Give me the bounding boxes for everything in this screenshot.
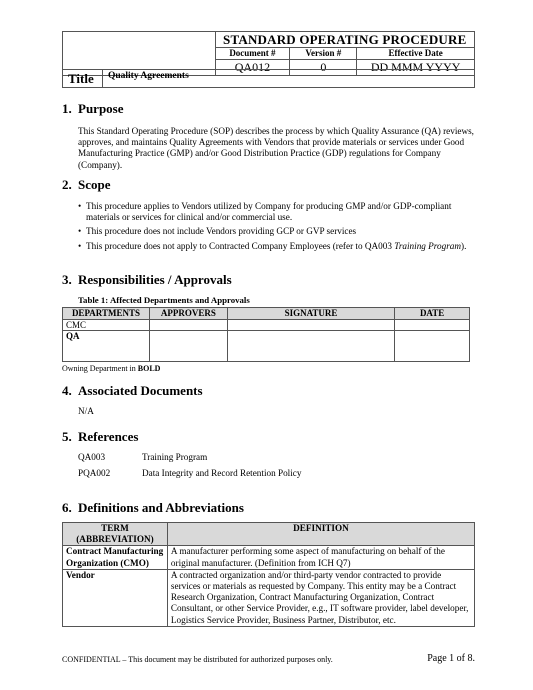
effective-date-value: DD MMM YYYY xyxy=(357,60,475,76)
approver-cell xyxy=(149,320,227,331)
section-responsibilities-heading: 3. Responsibilities / Approvals xyxy=(62,272,232,287)
section-associated-documents-heading: 4. Associated Documents xyxy=(62,383,203,398)
title-label: Title xyxy=(63,70,103,88)
approvals-table xyxy=(62,307,470,362)
table-row xyxy=(63,569,475,626)
scope-bullet: • This procedure applies to Vendors utilized by Company for producing GMP and/or GDP-compliant materials or services for clinical and/or commercial use. xyxy=(78,201,478,223)
approver-cell xyxy=(149,331,227,362)
reference-title: Training Program xyxy=(142,452,208,462)
term-cell: Contract Manufacturing Organization (CMO) xyxy=(63,546,168,569)
date-cell xyxy=(395,331,470,362)
definition-cell: A manufacturer performing some aspect of manufacturing on behalf of the original manufacturer. (Definition from ICH Q7) xyxy=(167,546,474,569)
section-definitions-heading: 6. Definitions and Abbreviations xyxy=(62,500,244,515)
reference-code: PQA002 xyxy=(78,468,111,478)
scope-list xyxy=(78,201,478,255)
document-number-value: QA012 xyxy=(215,60,290,76)
approvals-table-caption: Table 1: Affected Departments and Approvals xyxy=(78,295,250,305)
date-cell xyxy=(395,320,470,331)
column-header-date: DATE xyxy=(395,308,470,320)
document-title: Quality Agreements xyxy=(102,70,474,88)
owning-department-note: Owning Department in BOLD xyxy=(62,364,161,373)
scope-bullet: • This procedure does not apply to Contracted Company Employees (refer to QA003 Training Program). xyxy=(78,241,478,252)
signature-cell xyxy=(227,320,394,331)
effective-date-label: Effective Date xyxy=(357,48,475,60)
table-row xyxy=(63,320,470,331)
title-row-table xyxy=(62,69,475,88)
department-cell: CMC xyxy=(63,320,150,331)
signature-cell xyxy=(227,331,394,362)
column-header-definition: DEFINITION xyxy=(167,523,474,546)
definitions-table xyxy=(62,522,475,627)
sop-title: STANDARD OPERATING PROCEDURE xyxy=(215,32,475,48)
term-cell: Vendor xyxy=(63,569,168,626)
section-references-heading: 5. References xyxy=(62,429,139,444)
purpose-text: This Standard Operating Procedure (SOP) describes the process by which Quality Assurance (QA) reviews, approves, and maintains Quality Agreements with Vendors that provide materials or services under Good Manufacturing Practice (GMP) and/or Good Distribution Practice (GDP) regulations for Company (Company). xyxy=(78,126,474,170)
column-header-signature: SIGNATURE xyxy=(227,308,394,320)
column-header-departments: DEPARTMENTS xyxy=(63,308,150,320)
column-header-approvers: APPROVERS xyxy=(149,308,227,320)
definition-cell: A contracted organization and/or third-party vendor contracted to provide services or materials as requested by Company. This entity may be a Contract Research Organization, Contract Manufacturing Organization, Contract Consultant, or other Service Provider, e.g., IT software provider, label developer, Logistics Service Provider, Business Partner, Distributor, etc. xyxy=(167,569,474,626)
department-cell: QA xyxy=(63,331,150,362)
table-row xyxy=(63,546,475,569)
confidentiality-footer: CONFIDENTIAL – This document may be distributed for authorized purposes only. xyxy=(62,655,333,664)
section-purpose-heading: 1. Purpose xyxy=(62,101,124,116)
table-row xyxy=(63,331,470,362)
version-label: Version # xyxy=(290,48,357,60)
document-number-label: Document # xyxy=(215,48,290,60)
scope-bullet: • This procedure does not include Vendors providing GCP or GVP services xyxy=(78,226,478,237)
reference-title: Data Integrity and Record Retention Policy xyxy=(142,468,302,478)
associated-documents-text: N/A xyxy=(78,406,94,416)
version-value: 0 xyxy=(290,60,357,76)
page-number: Page 1 of 8. xyxy=(427,653,475,664)
reference-code: QA003 xyxy=(78,452,106,462)
column-header-term: TERM (ABBREVIATION) xyxy=(63,523,168,546)
section-scope-heading: 2. Scope xyxy=(62,177,111,192)
